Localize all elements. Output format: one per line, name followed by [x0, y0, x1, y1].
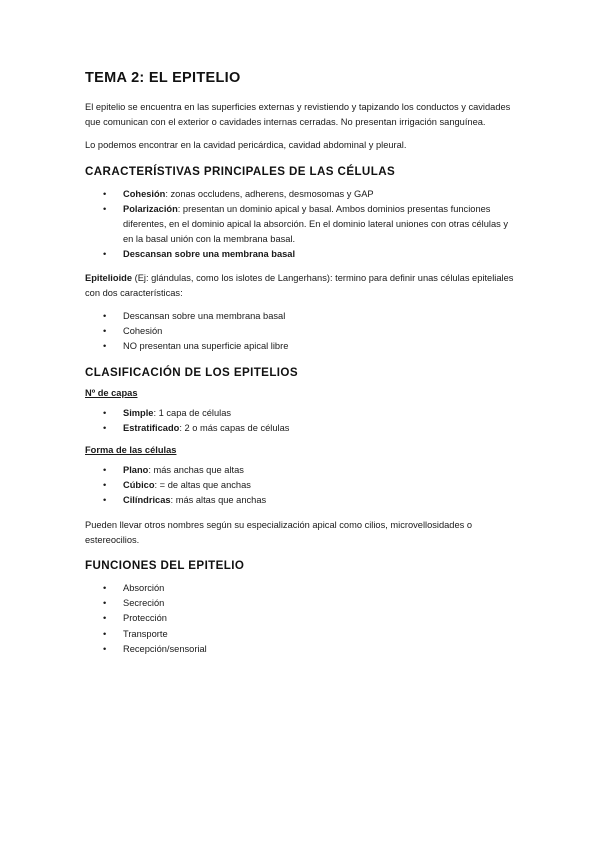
item-term: Polarización — [123, 203, 178, 214]
item-text: : zonas occludens, adherens, desmosomas y GAP — [165, 188, 374, 199]
item-text: Recepción/sensorial — [123, 643, 207, 654]
list-item — [85, 247, 520, 262]
item-term: Estratificado — [123, 422, 180, 433]
list-item — [85, 478, 520, 493]
item-text: : presentan un dominio apical y basal. Ambos dominios presentas funciones diferentes, en el dominio apical la absorción. En el dominio lateral uniones con otras células y en la basal unión con la membrana basal. — [123, 203, 509, 245]
list-item — [85, 406, 520, 421]
list-item — [85, 324, 520, 339]
epitelioide-term: Epitelioide — [85, 272, 133, 283]
list-item — [85, 493, 520, 508]
intro-paragraph: El epitelio se encuentra en las superficies externas y revistiendo y tapizando los conductos y cavidades que comunican con el exterior o cavidades internas cerradas. No presentan irrigación sanguínea. — [85, 102, 511, 128]
bullet-icon: • — [103, 613, 107, 624]
item-text: : 1 capa de células — [153, 407, 232, 418]
item-term: Descansan sobre una membrana basal — [123, 249, 296, 260]
intro-paragraph-2: Lo podemos encontrar en la cavidad pericárdica, cavidad abdominal y pleural. — [85, 140, 407, 151]
list-item — [85, 596, 520, 611]
item-text: : 2 o más capas de células — [179, 422, 290, 433]
bullet-icon: • — [103, 188, 107, 199]
section-heading-caracteristicas: CARACTERÍSTIVAS PRINCIPALES DE LAS CÉLULAS — [85, 164, 396, 178]
apical-note-paragraph: Pueden llevar otros nombres según su especialización apical como cilios, microvellosidades o estereocilios. — [85, 519, 473, 545]
bullet-icon: • — [103, 643, 107, 654]
forma-list — [85, 463, 520, 509]
item-term: Simple — [123, 407, 154, 418]
item-text: Transporte — [123, 628, 168, 639]
item-text: : más altas que anchas — [170, 495, 267, 506]
list-item — [85, 202, 520, 248]
item-term: Cúbico — [123, 480, 155, 491]
funciones-list — [85, 581, 520, 657]
bullet-icon: • — [103, 422, 107, 433]
item-text: NO presentan una superficie apical libre — [123, 341, 289, 352]
caracteristicas-list — [85, 187, 520, 263]
item-text: Protección — [123, 613, 167, 624]
item-text: : = de altas que anchas — [154, 480, 251, 491]
list-item — [85, 581, 520, 596]
bullet-icon: • — [103, 598, 107, 609]
epitelioide-paragraph — [85, 271, 520, 301]
bullet-icon: • — [103, 311, 107, 322]
bullet-icon: • — [103, 480, 107, 491]
item-term: Cilíndricas — [123, 495, 171, 506]
bullet-icon: • — [103, 628, 107, 639]
section-heading-clasificacion: CLASIFICACIÓN DE LOS EPITELIOS — [85, 365, 298, 379]
list-item — [85, 339, 520, 354]
bullet-icon: • — [103, 341, 107, 352]
item-text: Secreción — [123, 598, 165, 609]
list-item — [85, 642, 520, 657]
list-item — [85, 309, 520, 324]
bullet-icon: • — [103, 203, 107, 214]
list-item — [85, 421, 520, 436]
item-text: : más anchas que altas — [148, 465, 244, 476]
item-term: Cohesión — [123, 188, 166, 199]
item-text: Descansan sobre una membrana basal — [123, 311, 286, 322]
bullet-icon: • — [103, 249, 107, 260]
bullet-icon: • — [103, 407, 107, 418]
item-term: Plano — [123, 465, 149, 476]
epitelioide-text: (Ej: glándulas, como los islotes de Langerhans): termino para definir unas células epiteliales con dos características: — [85, 272, 514, 298]
page-title: TEMA 2: EL EPITELIO — [85, 70, 241, 86]
subheading-capas: Nº de capas — [85, 387, 138, 398]
capas-list — [85, 406, 520, 436]
list-item — [85, 611, 520, 626]
item-text: Cohesión — [123, 326, 163, 337]
subheading-forma: Forma de las células — [85, 445, 177, 456]
list-item — [85, 627, 520, 642]
item-text: Absorción — [123, 583, 165, 594]
bullet-icon: • — [103, 583, 107, 594]
bullet-icon: • — [103, 465, 107, 476]
list-item — [85, 463, 520, 478]
bullet-icon: • — [103, 495, 107, 506]
document-page — [85, 70, 520, 669]
section-heading-funciones: FUNCIONES DEL EPITELIO — [85, 559, 245, 573]
list-item — [85, 187, 520, 202]
epitelioide-list — [85, 309, 520, 355]
bullet-icon: • — [103, 326, 107, 337]
